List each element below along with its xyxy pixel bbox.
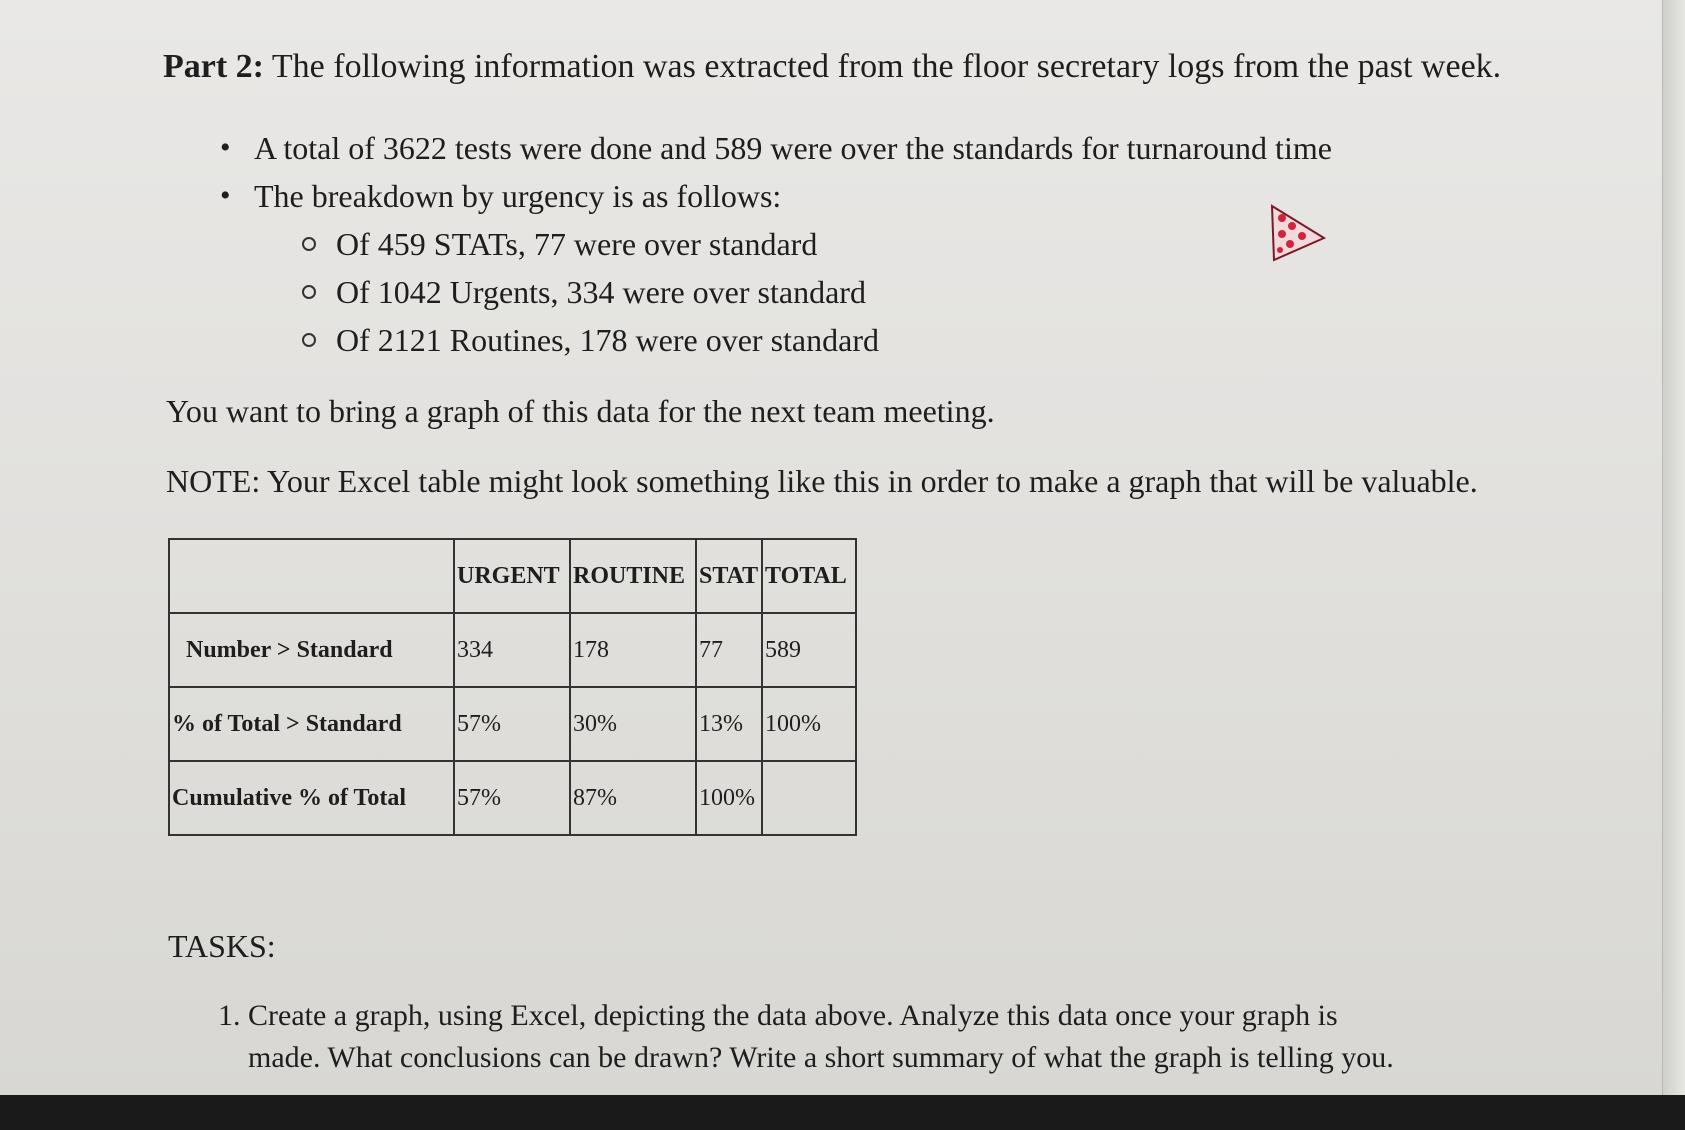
table-row [169,761,856,835]
table-row [169,687,856,761]
sub-bullet-item [302,268,1332,316]
sub-bullet-list [220,220,1332,364]
part-description: The following information was extracted from the floor secretary logs from the past week. [271,48,1502,85]
graph-instruction: You want to bring a graph of this data for the next team meeting. [166,393,995,429]
table-row-label: Cumulative % of Total [169,761,454,835]
sub-bullet-text: Of 2121 Routines, 178 were over standard [336,322,879,358]
red-pennant-sticker-icon [1268,198,1328,264]
table-cell: 13% [696,687,762,761]
table-cell: 77 [696,613,762,687]
screen-edge [1662,0,1685,1095]
circle-bullet-icon [302,333,316,347]
table-row-label: Number > Standard [169,613,454,687]
bullet-text: A total of 3622 tests were done and 589 were over the standards for turnaround time [254,130,1332,166]
table-cell: 57% [454,687,570,761]
task-line: Create a graph, using Excel, depicting the data above. Analyze this data once your graph is [248,999,1338,1032]
table-header-row [169,539,856,613]
table-cell: 57% [454,761,570,835]
bullet-dot-icon: • [220,179,231,212]
table-header-cell [169,539,454,613]
monitor-bezel [0,1095,1685,1130]
task-line: made. What conclusions can be drawn? Write a short summary of what the graph is telling you. [248,1041,1394,1074]
sub-bullet-text: Of 459 STATs, 77 were over standard [336,226,818,262]
sub-bullet-item [302,220,1332,268]
table-header-cell: ROUTINE [570,539,696,613]
table-header-cell: TOTAL [762,539,856,613]
bullet-item [220,172,1332,220]
bullet-text: The breakdown by urgency is as follows: [254,178,782,214]
circle-bullet-icon [302,237,316,251]
sub-bullet-item [302,316,1332,364]
sub-bullet-text: Of 1042 Urgents, 334 were over standard [336,274,866,310]
tasks-title: TASKS: [168,928,276,964]
task-number: 1. [218,999,241,1032]
data-table [168,538,857,836]
table-row [169,613,856,687]
bullet-list [220,124,1332,364]
table-row-label: % of Total > Standard [169,687,454,761]
table-cell: 334 [454,613,570,687]
part-heading [163,48,1501,86]
bullet-dot-icon: • [220,131,231,164]
excel-note: NOTE: Your Excel table might look something like this in order to make a graph that will be valuable. [166,463,1478,499]
part-label: Part 2: [163,48,265,85]
bullet-item [220,124,1332,172]
circle-bullet-icon [302,285,316,299]
table-cell: 30% [570,687,696,761]
table-cell: 589 [762,613,856,687]
table-cell: 100% [762,687,856,761]
table-cell: 87% [570,761,696,835]
table-header-cell: URGENT [454,539,570,613]
task-item [218,995,1394,1079]
table-cell [762,761,856,835]
table-header-cell: STAT [696,539,762,613]
table-cell: 178 [570,613,696,687]
table-cell: 100% [696,761,762,835]
